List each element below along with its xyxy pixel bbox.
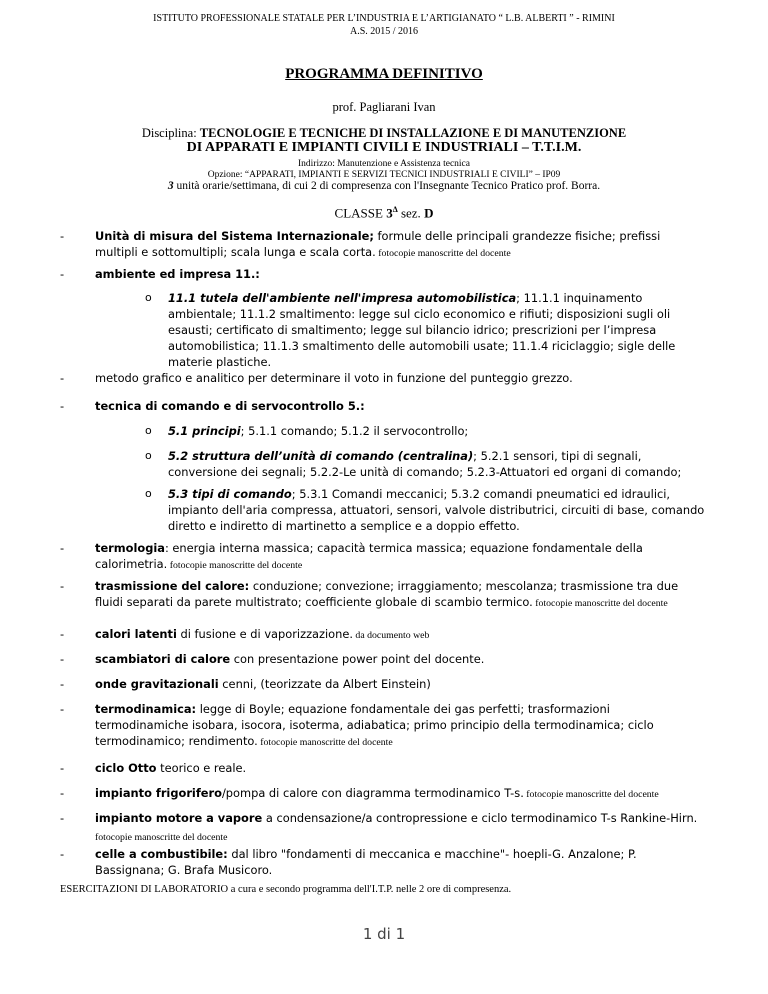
dash-marker: - — [60, 229, 65, 243]
class-number: 3 — [386, 205, 393, 221]
item-text: : energia interna massica; capacità termica massica; equazione fondamentale della calorimetria. — [95, 541, 643, 571]
class-line — [0, 205, 768, 221]
item-text: a condensazione/a contropressione e ciclo termodinamico T-s Rankine-Hirn. — [262, 811, 698, 825]
item-note: fotocopie manoscritte del docente — [532, 598, 668, 609]
item-text: /pompa di calore con diagramma termodinamico T-s. — [221, 786, 524, 800]
bullet-marker: o — [145, 424, 152, 437]
laboratory-note: ESERCITAZIONI DI LABORATORIO a cura e secondo programma dell'I.T.P. nelle 2 ore di compresenza. — [60, 884, 512, 895]
item-keyword: 5.3 tipi di comando — [168, 487, 292, 501]
page-number: 1 di 1 — [362, 925, 406, 943]
item-text: con presentazione power point del docente. — [230, 652, 485, 666]
item-note: fotocopie manoscritte del docente — [167, 560, 303, 571]
section-letter: D — [424, 205, 434, 221]
dash-marker: - — [60, 677, 65, 691]
item-text: teorico e reale. — [156, 761, 247, 775]
item-text: legge di Boyle; equazione fondamentale dei gas perfetti; trasformazioni termodinamiche isobara, isocora, isoterma, adiabatica; primo principio della termodinamica; ciclo termodinamico; rendimento. — [95, 702, 654, 748]
item-keyword: termodinamica: — [95, 702, 197, 716]
item-text: ; 5.1.1 comando; 5.1.2 il servocontrollo; — [240, 424, 469, 438]
dash-marker: - — [60, 761, 65, 775]
hours-number: 3 — [167, 180, 174, 192]
item-note: fotocopie manoscritte del docente — [375, 248, 511, 259]
hours-text: unità orarie/settimana, di cui 2 di compresenza con l'Insegnante Tecnico Pratico prof. Borra. — [173, 180, 601, 192]
dash-marker: - — [60, 652, 65, 666]
indirizzo: Indirizzo: Manutenzione e Assistenza tecnica — [298, 159, 470, 169]
bullet-marker: o — [145, 487, 152, 500]
item-text: metodo grafico e analitico per determinare il voto in funzione del punteggio grezzo. — [95, 371, 573, 385]
item-text: ; 11.1.1 inquinamento ambientale; 11.1.2 smaltimento: legge sul ciclo economico e rifiuti; disposizioni sugli oli esausti; certificato di smaltimento; legge sul bilancio idrico; prescrizioni per l’impresa automobilistica; 11.1.3 smaltimento delle automobili usate; 11.1.4 riciclaggio; sigle delle materie plastiche. — [168, 291, 676, 369]
item-keyword: 5.2 struttura dell’unità di comando (centralina) — [168, 449, 474, 463]
item-keyword: impianto frigorifero — [95, 786, 222, 800]
item-keyword: trasmissione del calore: — [95, 579, 250, 593]
professor-name: prof. Pagliarani Ivan — [332, 100, 436, 114]
class-superscript: Δ — [392, 205, 398, 214]
bullet-marker: o — [145, 291, 152, 304]
item-text: di fusione e di vaporizzazione. — [176, 627, 353, 641]
dash-marker: - — [60, 627, 65, 641]
class-label: CLASSE — [334, 205, 383, 221]
discipline-line-1 — [0, 126, 768, 141]
item-text: ; 5.2.1 sensori, tipi di segnali, conversione dei segnali; 5.2.2-Le unità di comando; 5.2.3-Attuatori ed organi di comando; — [168, 449, 682, 479]
item-keyword: celle a combustibile: — [95, 847, 228, 861]
item-note: fotocopie manoscritte del docente — [257, 737, 393, 748]
dash-marker: - — [60, 786, 65, 800]
dash-marker: - — [60, 399, 65, 413]
discipline-name: TECNOLOGIE E TECNICHE DI INSTALLAZIONE E DI MANUTENZIONE — [199, 126, 627, 140]
item-keyword: calori latenti — [95, 627, 177, 641]
item-keyword: 5.1 principi — [168, 424, 241, 438]
item-keyword: onde gravitazionali — [95, 677, 219, 691]
item-note: fotocopie manoscritte del docente — [523, 789, 659, 800]
school-name: ISTITUTO PROFESSIONALE STATALE PER L’INDUSTRIA E L’ARTIGIANATO “ L.B. ALBERTI ” - RIMINI — [153, 13, 615, 24]
hours-line — [0, 180, 768, 192]
item-keyword: ciclo Otto — [95, 761, 157, 775]
item-keyword: ambiente ed impresa 11.: — [95, 267, 260, 281]
item-keyword: Unità di misura del Sistema Internazionale; — [95, 229, 374, 243]
school-year: A.S. 2015 / 2016 — [349, 26, 419, 37]
item-text: ; 5.3.1 Comandi meccanici; 5.3.2 comandi pneumatici ed idraulici, impianto dell'aria compressa, attuatori, sensori, valvole distributrici, circuiti di base, comando diretto e indiretto di martinetto a semplice e a doppio effetto. — [168, 487, 705, 533]
dash-marker: - — [60, 541, 65, 555]
opzione: Opzione: “APPARATI, IMPIANTI E SERVIZI TECNICI INDUSTRIALI E CIVILI” – IP09 — [207, 170, 561, 180]
item-text: dal libro "fondamenti di meccanica e macchine"- hoepli-G. Anzalone; P. Bassignana; G. Brafa Musicoro. — [95, 847, 637, 877]
item-note: fotocopie manoscritte del docente — [95, 832, 228, 843]
dash-marker: - — [60, 267, 65, 281]
item-keyword: 11.1 tutela dell'ambiente nell'impresa automobilistica — [168, 291, 517, 305]
item-text: formule delle principali grandezze fisiche; prefissi multipli e sottomultipli; scala lunga e scala corta. — [95, 229, 661, 259]
item-text: conduzione; convezione; irraggiamento; mescolanza; trasmissione tra due fluidi separati da parete multistrato; coefficiente globale di scambio termico. — [95, 579, 679, 609]
dash-marker: - — [60, 847, 65, 861]
item-text: cenni, (teorizzate da Albert Einstein) — [218, 677, 431, 691]
item-keyword: scambiatori di calore — [95, 652, 231, 666]
dash-marker: - — [60, 579, 65, 593]
item-keyword: impianto motore a vapore — [95, 811, 263, 825]
item-keyword: tecnica di comando e di servocontrollo 5.: — [95, 399, 365, 413]
bullet-marker: o — [145, 449, 152, 462]
item-keyword: termologia — [95, 541, 165, 555]
dash-marker: - — [60, 811, 65, 825]
discipline-line-2: DI APPARATI E IMPIANTI CIVILI E INDUSTRIALI – T.T.I.M. — [186, 140, 582, 155]
dash-marker: - — [60, 371, 65, 385]
section-label: sez. — [400, 205, 421, 221]
document-title: PROGRAMMA DEFINITIVO — [285, 66, 483, 82]
discipline-label: Disciplina: — [141, 126, 197, 140]
dash-marker: - — [60, 702, 65, 716]
item-note: da documento web — [352, 630, 430, 641]
